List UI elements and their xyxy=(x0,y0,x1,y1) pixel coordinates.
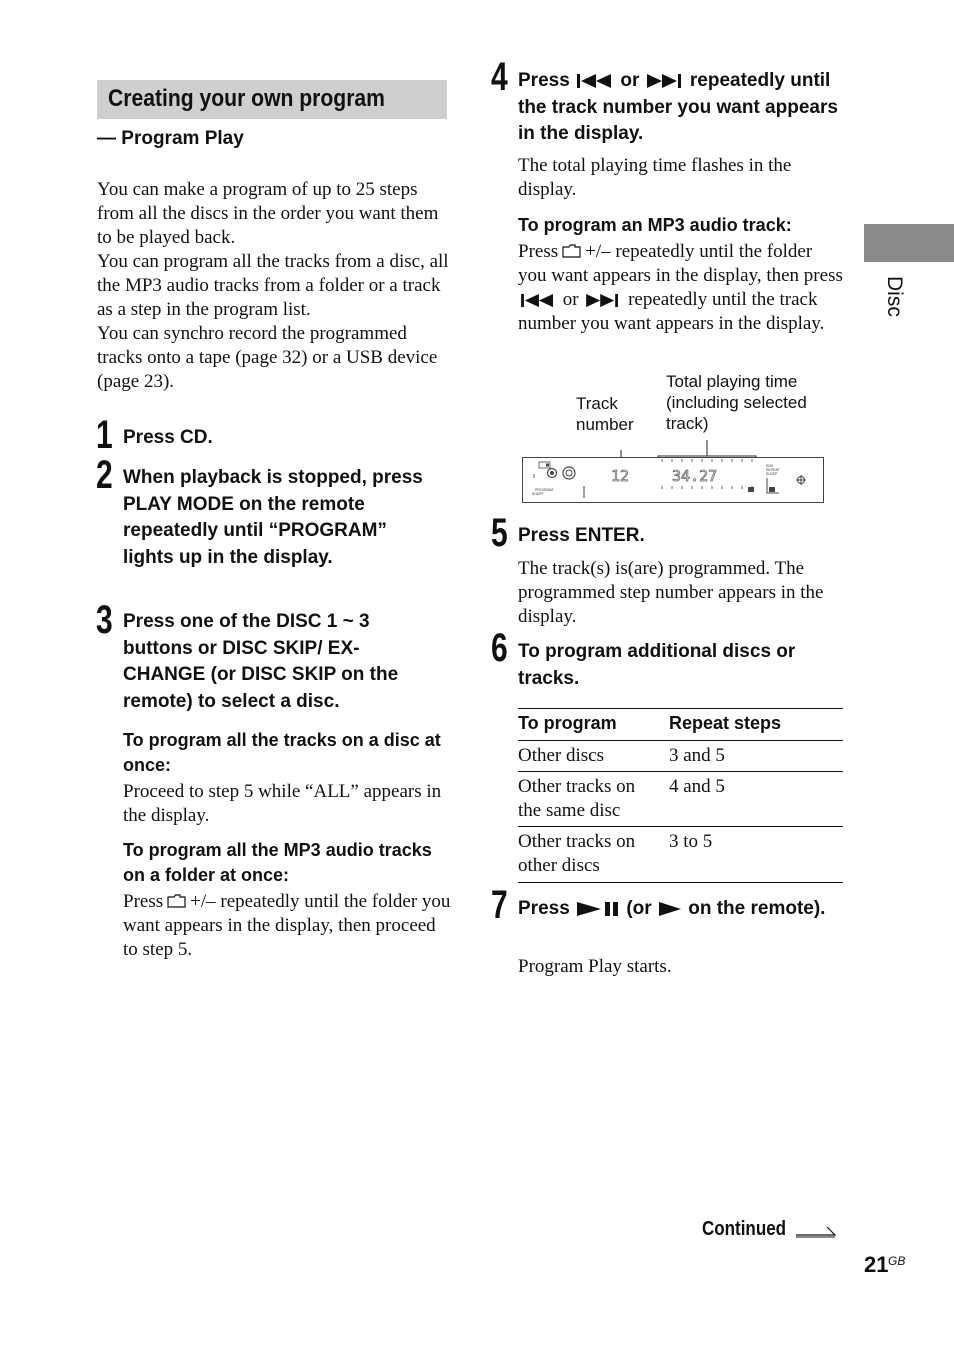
continued-arrow-icon xyxy=(795,1222,837,1238)
step-number: 5 xyxy=(491,511,508,555)
next-track-icon xyxy=(583,293,623,308)
table-cell: 4 and 5 xyxy=(669,776,725,797)
sub-heading: To program an MP3 audio track: xyxy=(518,215,792,235)
step-number: 2 xyxy=(96,453,113,497)
step-number: 1 xyxy=(96,413,113,457)
table-header-row xyxy=(518,708,843,741)
side-tab-label: Disc xyxy=(883,276,906,317)
step-heading: Press ENTER. xyxy=(518,525,645,546)
sub-heading: To program all the tracks on a disc at once: xyxy=(123,730,441,775)
display-panel xyxy=(522,440,825,504)
repeat-steps-table xyxy=(518,708,843,883)
page-number: 21 xyxy=(864,1252,889,1277)
display-illustration xyxy=(522,440,825,504)
previous-track-icon xyxy=(575,73,615,89)
step-number: 3 xyxy=(96,598,113,642)
step-body: Program Play starts. xyxy=(518,956,672,977)
table-header: To program xyxy=(518,713,617,733)
side-tab xyxy=(864,224,954,262)
section-title: Creating your own program xyxy=(97,80,447,119)
svg-text:SLEEP: SLEEP xyxy=(766,472,778,476)
step-heading: Press (or on the remote). xyxy=(518,898,826,919)
svg-text:RDS: RDS xyxy=(766,464,774,468)
sub-body: Press +/– repeatedly until the folder you want appears in the display, then proceed to step 5. xyxy=(123,891,451,960)
section-subtitle: — Program Play xyxy=(97,128,244,149)
step-body: The total playing time flashes in the display. xyxy=(518,155,792,200)
track-number-label: Track number xyxy=(576,394,634,434)
intro-paragraph: You can synchro record the programmed tracks onto a tape (page 32) or a USB device (page 23). xyxy=(97,323,438,392)
continued-label: Continued xyxy=(702,1218,787,1240)
previous-track-icon xyxy=(518,293,558,308)
table-header: Repeat steps xyxy=(669,713,782,733)
play-icon xyxy=(657,901,683,917)
step-heading: Press CD. xyxy=(123,427,213,448)
svg-text:PROGRAM: PROGRAM xyxy=(535,488,554,492)
step-heading: Press or repeatedly until the track number you want appears in the display. xyxy=(518,70,838,144)
table-row xyxy=(518,827,843,883)
intro-paragraph: You can make a program of up to 25 steps from all the discs in the order you want them to be played back. xyxy=(97,179,439,248)
sub-body: Proceed to step 5 while “ALL” appears in the display. xyxy=(123,781,442,826)
play-pause-icon xyxy=(575,901,621,917)
table-row xyxy=(518,772,843,827)
table-cell: 3 to 5 xyxy=(669,831,713,852)
svg-text:REPEAT: REPEAT xyxy=(766,468,780,472)
step-number: 4 xyxy=(491,55,508,99)
step-number: 7 xyxy=(491,883,508,927)
step-heading: Press one of the DISC 1 ~ 3 buttons or DISC SKIP/ EX-CHANGE (or DISC SKIP on the remote) to select a disc. xyxy=(123,611,399,712)
next-track-icon xyxy=(645,73,685,89)
table-row xyxy=(518,741,843,772)
folder-icon xyxy=(562,244,581,258)
table-cell: 3 and 5 xyxy=(669,745,725,766)
intro xyxy=(97,178,449,394)
step-heading: To program additional discs or tracks. xyxy=(518,641,796,689)
step-heading: When playback is stopped, press PLAY MODE on the remote repeatedly until “PROGRAM” lights up in the display. xyxy=(123,467,423,568)
intro-paragraph: You can program all the tracks from a disc, all the MP3 audio tracks from a folder or a track as a step in the program list. xyxy=(97,251,449,320)
step-body: The track(s) is(are) programmed. The programmed step number appears in the display. xyxy=(518,558,824,627)
total-time-label: Total playing time (including selected track) xyxy=(666,372,807,433)
table-cell: Other tracks on other discs xyxy=(518,831,636,876)
step-number: 6 xyxy=(491,626,508,670)
table-cell: Other discs xyxy=(518,745,605,766)
region-suffix: GB xyxy=(888,1254,906,1268)
sub-heading: To program all the MP3 audio tracks on a folder at once: xyxy=(123,840,432,885)
track-number-readout: 12 xyxy=(611,467,630,485)
total-time-readout: 34.27 xyxy=(672,467,718,485)
svg-text:SHUFF: SHUFF xyxy=(532,492,544,496)
table-cell: Other tracks on the same disc xyxy=(518,776,636,821)
folder-icon xyxy=(167,894,186,908)
sub-body: Press +/– repeatedly until the folder you want appears in the display, then press or repeatedly until the track number you want appears in the display. xyxy=(518,241,843,334)
